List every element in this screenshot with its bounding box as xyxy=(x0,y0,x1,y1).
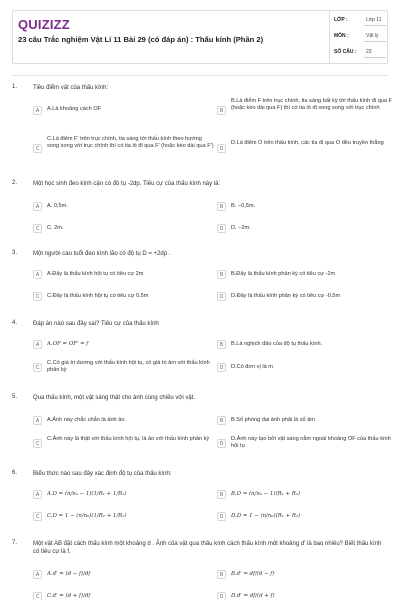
option-letter-a: A xyxy=(33,270,42,279)
option-text: C.Đây là thấu kính hội tụ có tiêu cự 0,5m xyxy=(47,293,149,299)
option-text: B.Số phóng đại ảnh phải là số âm xyxy=(231,417,315,423)
option-letter-d: D xyxy=(217,144,226,153)
option-letter-c: C xyxy=(33,292,42,301)
worksheet-meta xyxy=(329,11,389,63)
option-text: A.Là khoảng cách OF xyxy=(47,106,102,112)
option-text: B.d' = df/(d − f) xyxy=(231,571,275,577)
option-letter-b: B xyxy=(217,202,226,211)
meta-subject xyxy=(334,33,390,43)
meta-count-value: 23 xyxy=(366,49,372,55)
option-letter-a: A xyxy=(33,490,42,499)
option-letter-d: D xyxy=(217,224,226,233)
meta-class xyxy=(334,17,390,27)
option-text: A. 0,5m. xyxy=(47,203,68,209)
option-letter-c: C xyxy=(33,439,42,448)
quizizz-logo[interactable]: QUIZIZZ xyxy=(18,17,70,32)
header-divider xyxy=(12,75,388,76)
question-text: Đáp án nào sau đây sai? Tiêu cự của thấu kính xyxy=(33,321,159,327)
option-letter-d: D xyxy=(217,363,226,372)
option-letter-c: C xyxy=(33,363,42,372)
option-text: B.Là điểm F trên trục chính, tia sáng bất kỳ tới thấu kính đi qua F (hoặc kéo dài qua F) thì có tia ló đi song song với trục chính xyxy=(231,98,392,112)
question-number: 2. xyxy=(12,180,18,186)
option-letter-d: D xyxy=(217,512,226,521)
meta-count xyxy=(334,49,390,59)
question-number: 7. xyxy=(12,540,18,546)
meta-subject-value: Vật lý xyxy=(366,33,379,39)
option-letter-a: A xyxy=(33,416,42,425)
option-text: C. 2m. xyxy=(47,225,64,231)
meta-count-label: SỐ CÂU : xyxy=(334,49,357,55)
question-text: Một học sinh đeo kính cận có độ tụ -2dp. Tiêu cự của thấu kính này là: xyxy=(33,181,221,187)
meta-divider xyxy=(364,25,386,26)
meta-class-value: Lớp 11 xyxy=(366,17,382,23)
option-letter-b: B xyxy=(217,106,226,115)
option-letter-b: B xyxy=(217,340,226,349)
question-text: Một người cao tuổi đeo kính lão có độ tụ D = +2dp . xyxy=(33,251,171,257)
option-text: B.D = (n/n₀ − 1)(R₁ + R₂) xyxy=(231,491,301,497)
option-letter-a: A xyxy=(33,106,42,115)
option-letter-c: C xyxy=(33,224,42,233)
option-text: D.Có đơn vị là m xyxy=(231,364,273,370)
option-text: A.OF = OF' = f xyxy=(47,341,89,347)
question-text: Tiêu điểm vật của thấu kính: xyxy=(33,85,109,91)
option-text: D.Ảnh này tạo bởi vật sáng nằm ngoài khoảng OF của thấu kính hội tụ xyxy=(231,436,391,450)
option-text: B.Đây là thấu kính phân kỳ có tiêu cự -2m xyxy=(231,271,336,277)
option-letter-a: A xyxy=(33,202,42,211)
option-text: C.Ảnh này là thật với thấu kính hội tụ, là ảo với thấu kính phân kỳ xyxy=(47,436,210,442)
option-letter-d: D xyxy=(217,439,226,448)
option-letter-b: B xyxy=(217,570,226,579)
option-text: C.Có giá trị dương với thấu kính hội tụ, có giá trị âm với thấu kính phân kỳ xyxy=(47,360,210,374)
option-text: D.d' = df/(d + f) xyxy=(231,593,275,599)
question-number: 4. xyxy=(12,320,18,326)
option-letter-d: D xyxy=(217,292,226,301)
option-letter-a: A xyxy=(33,340,42,349)
option-text: D. −2m. xyxy=(231,225,251,231)
option-text: C.D = 1 − (n/n₀)(1/R₁ + 1/R₂) xyxy=(47,513,127,519)
question-text: Một vật AB đặt cách thấu kính một khoảng d . Ảnh của vật qua thấu kính cách thấu kính một khoảng d' là bao nhiêu? Biết thấu kính có tiêu cự là f. xyxy=(33,541,382,555)
option-text: A.Ảnh này chắc chắn là ảnh ảo. xyxy=(47,417,126,423)
option-letter-c: C xyxy=(33,144,42,153)
worksheet-title: 23 câu Trắc nghiệm Vật Lí 11 Bài 29 (có đáp án) : Thấu kính (Phần 2) xyxy=(18,35,264,44)
option-letter-c: C xyxy=(33,512,42,521)
question-number: 6. xyxy=(12,470,18,476)
option-letter-c: C xyxy=(33,592,42,600)
option-text: C.d' = (d + f)/df xyxy=(47,593,91,599)
question-number: 5. xyxy=(12,394,18,400)
worksheet-header xyxy=(12,10,388,64)
option-text: D.Đây là thấu kính phân kỳ có tiêu cự -0,5m xyxy=(231,293,341,299)
option-letter-a: A xyxy=(33,570,42,579)
option-letter-b: B xyxy=(217,490,226,499)
meta-subject-label: MÔN : xyxy=(334,33,349,39)
question-text: Qua thấu kính, một vật sáng thật cho ảnh cùng chiều với vật. xyxy=(33,395,196,401)
option-text: B. −0,5m. xyxy=(231,203,256,209)
option-text: B.Là nghịch đảo của độ tụ thấu kính. xyxy=(231,341,323,347)
meta-divider xyxy=(364,41,386,42)
option-letter-d: D xyxy=(217,592,226,600)
option-letter-b: B xyxy=(217,270,226,279)
meta-class-label: LỚP : xyxy=(334,17,348,23)
option-text: C.Là điểm F' trên trục chính, tia sáng tới thấu kính theo hướng song song với trục chính thì có tia ló đi qua F' (hoặc kéo dài qua F') xyxy=(47,136,214,150)
option-text: A.d' = (d − f)/df xyxy=(47,571,91,577)
option-text: A.Đây là thấu kính hội tụ có tiêu cự 2m xyxy=(47,271,144,277)
meta-divider xyxy=(364,57,386,58)
question-number: 1. xyxy=(12,84,18,90)
option-text: D.Là điểm O trên thấu kính, các tia đi qua O đều truyền thẳng xyxy=(231,140,384,146)
option-text: D.D = 1 − (n/n₀)(R₁ + R₂) xyxy=(231,513,301,519)
question-number: 3. xyxy=(12,250,18,256)
option-text: A.D = (n/n₀ − 1)(1/R₁ + 1/R₂) xyxy=(47,491,127,497)
option-letter-b: B xyxy=(217,416,226,425)
question-text: Biểu thức nào sau đây xác định độ tụ của thấu kính: xyxy=(33,471,172,477)
